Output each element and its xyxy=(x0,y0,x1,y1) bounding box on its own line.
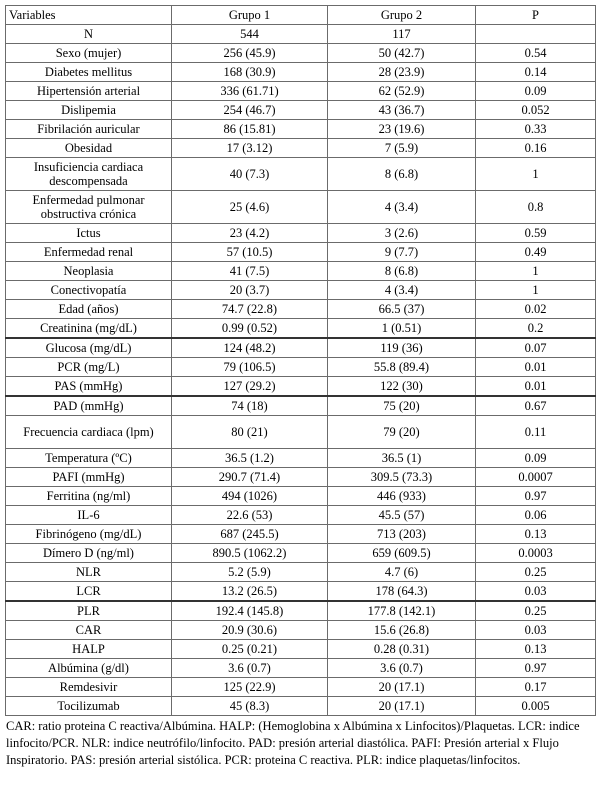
cell-p: 0.01 xyxy=(476,377,596,397)
cell-p: 0.03 xyxy=(476,582,596,602)
cell-variable: Enfermedad renal xyxy=(6,243,172,262)
cell-grupo-2: 446 (933) xyxy=(328,487,476,506)
table-row xyxy=(6,525,596,544)
header-grupo-2: Grupo 2 xyxy=(328,6,476,25)
cell-p: 0.03 xyxy=(476,621,596,640)
cell-variable: Insuficiencia cardiaca descompensada xyxy=(6,158,172,191)
cell-grupo-2: 43 (36.7) xyxy=(328,101,476,120)
table-row xyxy=(6,82,596,101)
cell-grupo-1: 125 (22.9) xyxy=(172,678,328,697)
table-footnote: CAR: ratio proteina C reactiva/Albúmina. HALP: (Hemoglobina x Albúmina x Linfocitos)/Plaquetas. LCR: indice linfocito/PCR. NLR: indice neutrófilo/linfocito. PAD: presión arterial diastólica. PAFI: Presión arterial x Flujo Inspiratorio. PAS: presión arterial sistólica. PCR: proteina C reactiva. PLR: indice plaquetas/linfocitos. xyxy=(6,719,580,767)
cell-grupo-1: 86 (15.81) xyxy=(172,120,328,139)
cell-grupo-1: 0.99 (0.52) xyxy=(172,319,328,339)
cell-variable: Fibrilación auricular xyxy=(6,120,172,139)
table-row xyxy=(6,120,596,139)
table-row xyxy=(6,139,596,158)
table-row xyxy=(6,281,596,300)
cell-variable: LCR xyxy=(6,582,172,602)
cell-variable: Enfermedad pulmonar obstructiva crónica xyxy=(6,191,172,224)
table-row xyxy=(6,601,596,621)
cell-variable: Dislipemia xyxy=(6,101,172,120)
cell-variable: Temperatura (ºC) xyxy=(6,449,172,468)
cell-grupo-2: 309.5 (73.3) xyxy=(328,468,476,487)
table-row xyxy=(6,191,596,224)
cell-grupo-1: 3.6 (0.7) xyxy=(172,659,328,678)
cell-grupo-2: 177.8 (142.1) xyxy=(328,601,476,621)
cell-grupo-2: 15.6 (26.8) xyxy=(328,621,476,640)
cell-grupo-1: 41 (7.5) xyxy=(172,262,328,281)
table-row xyxy=(6,659,596,678)
cell-grupo-2: 23 (19.6) xyxy=(328,120,476,139)
cell-p: 0.49 xyxy=(476,243,596,262)
cell-grupo-2: 20 (17.1) xyxy=(328,678,476,697)
table-row xyxy=(6,416,596,449)
table-row xyxy=(6,582,596,602)
cell-p: 0.33 xyxy=(476,120,596,139)
table-row xyxy=(6,243,596,262)
cell-p: 0.8 xyxy=(476,191,596,224)
table-row xyxy=(6,101,596,120)
cell-p: 0.97 xyxy=(476,659,596,678)
cell-variable: Hipertensión arterial xyxy=(6,82,172,101)
cell-p: 0.25 xyxy=(476,563,596,582)
cell-p: 0.17 xyxy=(476,678,596,697)
table-row xyxy=(6,377,596,397)
cell-variable: HALP xyxy=(6,640,172,659)
cell-grupo-2: 79 (20) xyxy=(328,416,476,449)
cell-grupo-1: 20.9 (30.6) xyxy=(172,621,328,640)
cell-grupo-1: 5.2 (5.9) xyxy=(172,563,328,582)
cell-variable: Dímero D (ng/ml) xyxy=(6,544,172,563)
cell-variable: Ferritina (ng/ml) xyxy=(6,487,172,506)
table-row xyxy=(6,300,596,319)
cell-p: 1 xyxy=(476,158,596,191)
cell-p: 1 xyxy=(476,281,596,300)
table-row xyxy=(6,396,596,416)
cell-grupo-2: 55.8 (89.4) xyxy=(328,358,476,377)
cell-grupo-1: 0.25 (0.21) xyxy=(172,640,328,659)
cell-p: 0.052 xyxy=(476,101,596,120)
cell-grupo-1: 25 (4.6) xyxy=(172,191,328,224)
cell-grupo-1: 20 (3.7) xyxy=(172,281,328,300)
cell-grupo-2: 659 (609.5) xyxy=(328,544,476,563)
cell-grupo-1: 22.6 (53) xyxy=(172,506,328,525)
table-row xyxy=(6,319,596,339)
table-row xyxy=(6,678,596,697)
table-row xyxy=(6,158,596,191)
cell-grupo-2: 4 (3.4) xyxy=(328,281,476,300)
cell-grupo-1: 57 (10.5) xyxy=(172,243,328,262)
cell-p: 0.13 xyxy=(476,525,596,544)
cell-p: 1 xyxy=(476,262,596,281)
table-row xyxy=(6,25,596,44)
cell-grupo-1: 23 (4.2) xyxy=(172,224,328,243)
header-p: P xyxy=(476,6,596,25)
table-row xyxy=(6,563,596,582)
cell-grupo-1: 256 (45.9) xyxy=(172,44,328,63)
table-row xyxy=(6,449,596,468)
cell-grupo-1: 17 (3.12) xyxy=(172,139,328,158)
table-row xyxy=(6,44,596,63)
cell-grupo-2: 45.5 (57) xyxy=(328,506,476,525)
cell-p: 0.09 xyxy=(476,449,596,468)
cell-grupo-2: 119 (36) xyxy=(328,338,476,358)
cell-variable: PAD (mmHg) xyxy=(6,396,172,416)
cell-p: 0.13 xyxy=(476,640,596,659)
cell-variable: Remdesivir xyxy=(6,678,172,697)
cell-grupo-2: 3 (2.6) xyxy=(328,224,476,243)
table-header-row xyxy=(6,6,596,25)
cell-variable: Edad (años) xyxy=(6,300,172,319)
cell-grupo-2: 4 (3.4) xyxy=(328,191,476,224)
cell-p: 0.11 xyxy=(476,416,596,449)
cell-p: 0.005 xyxy=(476,697,596,716)
cell-grupo-2: 50 (42.7) xyxy=(328,44,476,63)
cell-grupo-2: 122 (30) xyxy=(328,377,476,397)
cell-grupo-1: 192.4 (145.8) xyxy=(172,601,328,621)
cell-variable: Tocilizumab xyxy=(6,697,172,716)
cell-variable: PCR (mg/L) xyxy=(6,358,172,377)
cell-grupo-1: 79 (106.5) xyxy=(172,358,328,377)
cell-p: 0.2 xyxy=(476,319,596,339)
cell-p: 0.06 xyxy=(476,506,596,525)
cell-grupo-2: 9 (7.7) xyxy=(328,243,476,262)
cell-grupo-2: 28 (23.9) xyxy=(328,63,476,82)
table-row xyxy=(6,358,596,377)
cell-grupo-1: 40 (7.3) xyxy=(172,158,328,191)
cell-grupo-1: 494 (1026) xyxy=(172,487,328,506)
cell-grupo-2: 178 (64.3) xyxy=(328,582,476,602)
cell-grupo-2: 1 (0.51) xyxy=(328,319,476,339)
cell-p: 0.25 xyxy=(476,601,596,621)
cell-grupo-1: 544 xyxy=(172,25,328,44)
cell-p: 0.16 xyxy=(476,139,596,158)
cell-variable: Ictus xyxy=(6,224,172,243)
results-table xyxy=(5,5,596,716)
cell-grupo-1: 74 (18) xyxy=(172,396,328,416)
cell-grupo-2: 4.7 (6) xyxy=(328,563,476,582)
cell-grupo-1: 45 (8.3) xyxy=(172,697,328,716)
cell-grupo-2: 20 (17.1) xyxy=(328,697,476,716)
table-row xyxy=(6,338,596,358)
table-row xyxy=(6,506,596,525)
cell-grupo-2: 66.5 (37) xyxy=(328,300,476,319)
cell-grupo-1: 254 (46.7) xyxy=(172,101,328,120)
cell-variable: Fibrinógeno (mg/dL) xyxy=(6,525,172,544)
table-row xyxy=(6,262,596,281)
cell-variable: Sexo (mujer) xyxy=(6,44,172,63)
cell-grupo-1: 74.7 (22.8) xyxy=(172,300,328,319)
cell-grupo-2: 117 xyxy=(328,25,476,44)
cell-grupo-2: 3.6 (0.7) xyxy=(328,659,476,678)
table-row xyxy=(6,487,596,506)
cell-grupo-1: 13.2 (26.5) xyxy=(172,582,328,602)
cell-p: 0.0007 xyxy=(476,468,596,487)
cell-grupo-2: 7 (5.9) xyxy=(328,139,476,158)
cell-p: 0.07 xyxy=(476,338,596,358)
cell-variable: Glucosa (mg/dL) xyxy=(6,338,172,358)
table-row xyxy=(6,697,596,716)
cell-p: 0.54 xyxy=(476,44,596,63)
cell-p: 0.09 xyxy=(476,82,596,101)
cell-variable: Creatinina (mg/dL) xyxy=(6,319,172,339)
cell-variable: Obesidad xyxy=(6,139,172,158)
cell-grupo-1: 168 (30.9) xyxy=(172,63,328,82)
cell-grupo-1: 290.7 (71.4) xyxy=(172,468,328,487)
cell-grupo-1: 687 (245.5) xyxy=(172,525,328,544)
cell-variable: Diabetes mellitus xyxy=(6,63,172,82)
cell-variable: PAFI (mmHg) xyxy=(6,468,172,487)
header-grupo-1: Grupo 1 xyxy=(172,6,328,25)
table-row xyxy=(6,63,596,82)
table-row xyxy=(6,224,596,243)
cell-variable: N xyxy=(6,25,172,44)
cell-p xyxy=(476,25,596,44)
cell-variable: IL-6 xyxy=(6,506,172,525)
cell-p: 0.97 xyxy=(476,487,596,506)
cell-variable: Albúmina (g/dl) xyxy=(6,659,172,678)
table-row xyxy=(6,640,596,659)
cell-grupo-1: 336 (61.71) xyxy=(172,82,328,101)
cell-variable: CAR xyxy=(6,621,172,640)
cell-p: 0.0003 xyxy=(476,544,596,563)
cell-p: 0.01 xyxy=(476,358,596,377)
cell-variable: Neoplasia xyxy=(6,262,172,281)
table-row xyxy=(6,544,596,563)
cell-grupo-1: 124 (48.2) xyxy=(172,338,328,358)
cell-p: 0.02 xyxy=(476,300,596,319)
cell-variable: Conectivopatía xyxy=(6,281,172,300)
cell-grupo-1: 127 (29.2) xyxy=(172,377,328,397)
cell-grupo-2: 36.5 (1) xyxy=(328,449,476,468)
table-row xyxy=(6,468,596,487)
cell-variable: Frecuencia cardiaca (lpm) xyxy=(6,416,172,449)
cell-grupo-1: 890.5 (1062.2) xyxy=(172,544,328,563)
cell-grupo-2: 8 (6.8) xyxy=(328,158,476,191)
cell-grupo-2: 0.28 (0.31) xyxy=(328,640,476,659)
cell-grupo-1: 36.5 (1.2) xyxy=(172,449,328,468)
cell-variable: PLR xyxy=(6,601,172,621)
cell-variable: PAS (mmHg) xyxy=(6,377,172,397)
cell-grupo-1: 80 (21) xyxy=(172,416,328,449)
cell-grupo-2: 75 (20) xyxy=(328,396,476,416)
cell-variable: NLR xyxy=(6,563,172,582)
header-variables: Variables xyxy=(6,6,172,25)
cell-grupo-2: 8 (6.8) xyxy=(328,262,476,281)
cell-p: 0.67 xyxy=(476,396,596,416)
cell-grupo-2: 713 (203) xyxy=(328,525,476,544)
cell-grupo-2: 62 (52.9) xyxy=(328,82,476,101)
cell-p: 0.14 xyxy=(476,63,596,82)
cell-p: 0.59 xyxy=(476,224,596,243)
table-body xyxy=(6,25,596,716)
table-row xyxy=(6,621,596,640)
